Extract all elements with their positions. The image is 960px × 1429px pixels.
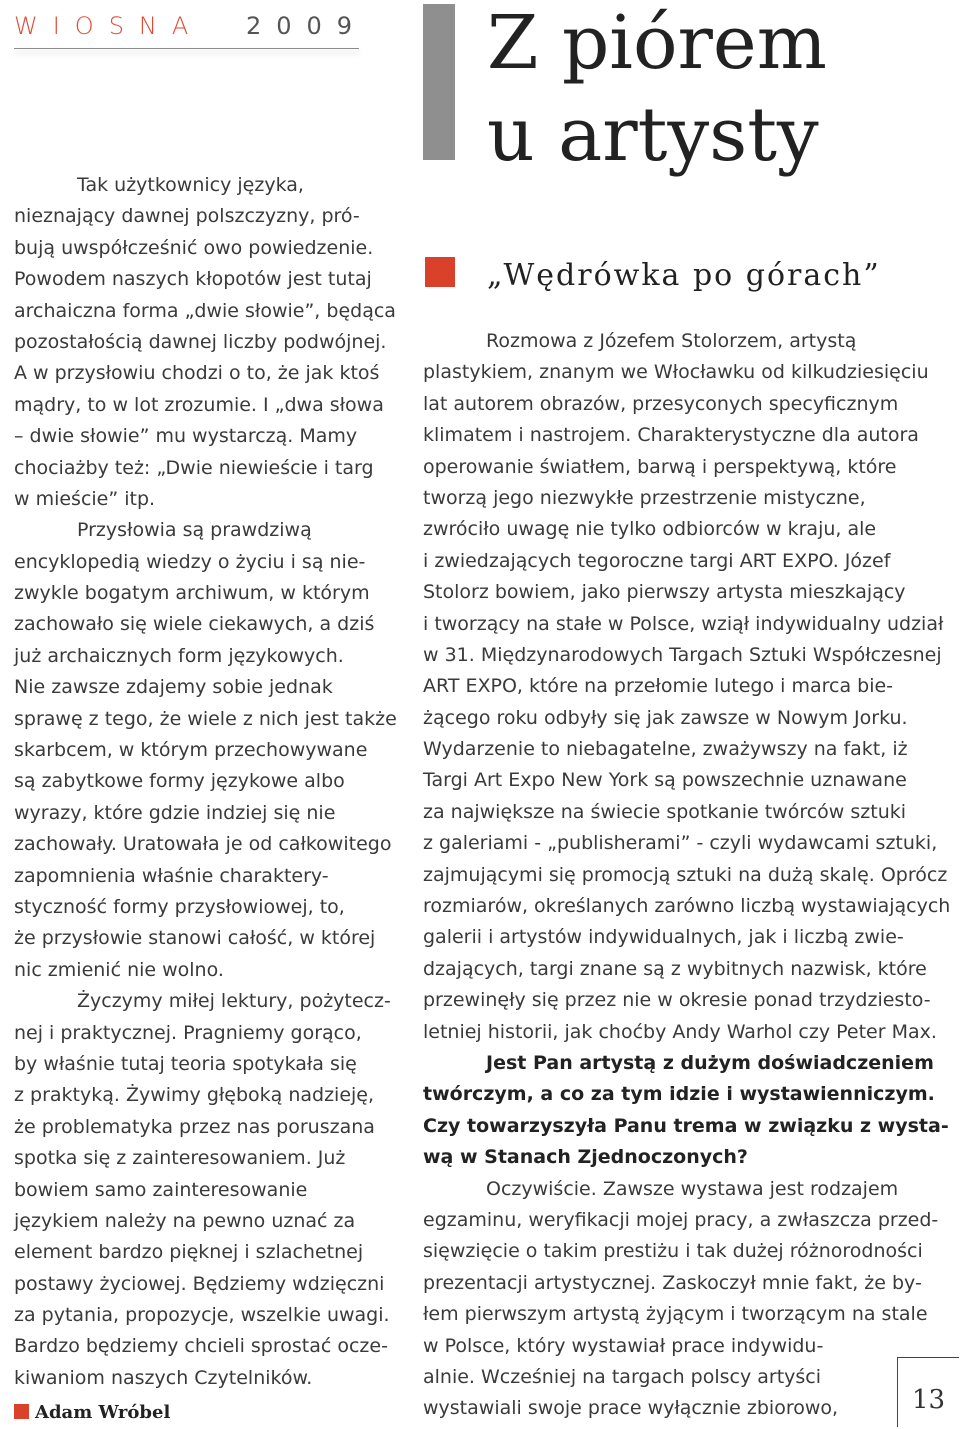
interview-question-line: Czy towarzyszyła Panu trema w związku z wysta- bbox=[423, 1114, 949, 1137]
text-line: by właśnie tutaj teoria spotykała się bbox=[14, 1052, 357, 1075]
text-line: i tworzący na stałe w Polsce, wziął indywidualny udział bbox=[423, 612, 944, 635]
text-line: że przysłowie stanowi całość, w której bbox=[14, 927, 376, 950]
interview-question-line: wą w Stanach Zjednoczonych? bbox=[423, 1146, 748, 1169]
text-line: z galeriami - „publisherami” - czyli wydawcami sztuki, bbox=[423, 832, 938, 855]
text-line: że problematyka przez nas poruszana bbox=[14, 1115, 375, 1138]
text-line: sięwzięcie o takim prestiżu i tak dużej różnorodności bbox=[423, 1240, 923, 1263]
page-number: 13 bbox=[912, 1385, 946, 1415]
text-line: zachowało się wiele ciekawych, a dziś bbox=[14, 613, 375, 636]
text-line: zajmującymi się promocją sztuki na dużą skalę. Oprócz bbox=[423, 863, 948, 886]
text-line: Nie zawsze zdajemy sobie jednak bbox=[14, 676, 333, 699]
text-line: i zwiedzających tegoroczne targi ART EXPO. Józef bbox=[423, 549, 891, 572]
text-line: spotka się z zainteresowaniem. Już bbox=[14, 1147, 346, 1170]
text-line: łem pierwszym artystą żyjącym i tworzącym na stale bbox=[423, 1303, 928, 1326]
right-column bbox=[423, 326, 950, 1425]
text-line: lat autorem obrazów, przesyconych specyficznym bbox=[423, 392, 899, 415]
text-line: Wydarzenie to niebagatelne, zważywszy na fakt, iż bbox=[423, 738, 908, 761]
text-line: Oczywiście. Zawsze wystawa jest rodzajem bbox=[486, 1177, 899, 1200]
text-line: Targi Art Expo New York są powszechnie uznawane bbox=[423, 769, 907, 792]
text-line: dzających, targi znane są z wybitnych nazwisk, które bbox=[423, 957, 927, 980]
signature-marker bbox=[14, 1404, 29, 1419]
text-line: egzaminu, weryfikacji mojej pracy, a zwłaszcza przed- bbox=[423, 1208, 939, 1231]
text-line: zwykle bogatym archiwum, w którym bbox=[14, 582, 370, 605]
text-line: nej i praktycznej. Pragniemy gorąco, bbox=[14, 1021, 362, 1044]
text-line: z praktyką. Żywimy głęboką nadzieję, bbox=[14, 1084, 375, 1107]
text-line: bowiem samo zainteresowanie bbox=[14, 1178, 308, 1201]
text-line: Życzymy miłej lektury, pożytecz- bbox=[77, 990, 391, 1013]
subtitle-marker bbox=[425, 257, 455, 287]
interview-question-line: twórczym, a co za tym idzie i wystawienniczym. bbox=[423, 1083, 935, 1106]
text-line: Bardzo będziemy chcieli sprostać ocze- bbox=[14, 1335, 388, 1358]
page-title-line-1: Z piórem bbox=[487, 0, 827, 86]
page-number-frame-top bbox=[897, 1357, 959, 1358]
text-line: w mieście” itp. bbox=[14, 487, 156, 510]
text-line: styczność formy przysłowiowej, to, bbox=[14, 895, 345, 918]
text-line: są zabytkowe formy językowe albo bbox=[14, 770, 345, 793]
text-line: w Polsce, który wystawiał prace indywidu- bbox=[423, 1334, 824, 1357]
author-name: Adam Wróbel bbox=[35, 1402, 171, 1423]
text-line: galerii i artystów indywidualnych, jak i liczbą zwie- bbox=[423, 926, 904, 949]
text-line: wyrazy, które gdzie indziej się nie bbox=[14, 801, 336, 824]
text-line: sprawę z tego, że wiele z nich jest także bbox=[14, 707, 397, 730]
text-line: za pytania, propozycje, wszelkie uwagi. bbox=[14, 1304, 390, 1327]
text-line: zwróciło uwagę nie tylko odbiorców w kraju, ale bbox=[423, 518, 877, 541]
text-line: operowanie światłem, barwą i perspektywą, które bbox=[423, 455, 897, 478]
text-line: nieznający dawnej polszczyzny, pró- bbox=[14, 205, 360, 228]
text-line: letniej historii, jak choćby Andy Warhol czy Peter Max. bbox=[423, 1020, 937, 1043]
text-line: bują uwspółcześnić owo powiedzenie. bbox=[14, 236, 374, 259]
text-line: tworzą jego niezwykłe przestrzenie mistyczne, bbox=[423, 486, 866, 509]
left-column bbox=[14, 170, 397, 1394]
text-line: przewinęły się przez nie w okresie ponad trzydziesto- bbox=[423, 989, 931, 1012]
page-title-line-2: u artysty bbox=[487, 92, 819, 178]
text-line: element bardzo pięknej i szlachetnej bbox=[14, 1241, 364, 1264]
text-line: postawy życiowej. Będziemy wdzięczni bbox=[14, 1272, 385, 1295]
page-number-frame-left bbox=[897, 1357, 898, 1427]
header-divider bbox=[14, 48, 359, 49]
interview-question-line: Jest Pan artystą z dużym doświadczeniem bbox=[486, 1051, 934, 1074]
text-line: żącego roku odbyły się jak zawsze w Nowym Jorku. bbox=[423, 706, 908, 729]
text-line: językiem należy na pewno uznać za bbox=[14, 1209, 356, 1232]
text-line: w 31. Międzynarodowych Targach Sztuki Współczesnej bbox=[423, 643, 942, 666]
text-line: ART EXPO, które na przełomie lutego i marca bie- bbox=[423, 675, 894, 698]
text-line: encyklopedią wiedzy o życiu i są nie- bbox=[14, 550, 366, 573]
text-line: Stolorz bowiem, jako pierwszy artysta mieszkający bbox=[423, 581, 906, 604]
title-accent-bar bbox=[423, 4, 455, 160]
text-line: chociażby też: „Dwie niewieście i targ bbox=[14, 456, 374, 479]
text-line: mądry, to w lot zrozumie. I „dwa słowa bbox=[14, 393, 384, 416]
section-label: WIOSNA bbox=[14, 12, 204, 40]
author-signature bbox=[14, 1402, 170, 1423]
text-line: A w przysłowiu chodzi o to, że jak ktoś bbox=[14, 362, 380, 385]
text-line: Tak użytkownicy języka, bbox=[77, 174, 304, 196]
section-year: 2009 bbox=[246, 12, 368, 40]
article-subtitle: „Wędrówka po górach” bbox=[487, 258, 881, 293]
text-line: Powodem naszych kłopotów jest tutaj bbox=[14, 268, 372, 291]
text-line: skarbcem, w którym przechowywane bbox=[14, 739, 368, 762]
text-line: nic zmienić nie wolno. bbox=[14, 958, 224, 981]
text-line: rozmiarów, określanych zarówno liczbą wystawiających bbox=[423, 895, 951, 918]
text-line: klimatem i nastrojem. Charakterystyczne dla autora bbox=[423, 424, 919, 447]
text-line: za największe na świecie spotkanie twórców sztuki bbox=[423, 800, 907, 823]
text-line: kiwaniom naszych Czytelników. bbox=[14, 1366, 313, 1389]
text-line: Przysłowia są prawdziwą bbox=[77, 519, 312, 542]
text-line: Rozmowa z Józefem Stolorzem, artystą bbox=[486, 330, 857, 352]
text-line: pozostałością dawnej liczby podwójnej. bbox=[14, 330, 387, 353]
text-line: zachowały. Uratowała je od całkowitego bbox=[14, 833, 392, 856]
text-line: prezentacji artystycznej. Zaskoczył mnie fakt, że by- bbox=[423, 1271, 922, 1294]
text-line: wystawiali swoje prace wyłącznie zbiorowo, bbox=[423, 1397, 839, 1420]
text-line: archaiczna forma „dwie słowie”, będąca bbox=[14, 299, 396, 322]
text-line: – dwie słowie” mu wystarczą. Mamy bbox=[14, 425, 358, 448]
text-line: zapomnienia właśnie charaktery- bbox=[14, 864, 329, 887]
text-line: plastykiem, znanym we Włocławku od kilkudziesięciu bbox=[423, 361, 929, 384]
text-line: alnie. Wcześniej na targach polscy artyści bbox=[423, 1365, 822, 1388]
text-line: już archaicznych form językowych. bbox=[14, 644, 344, 667]
